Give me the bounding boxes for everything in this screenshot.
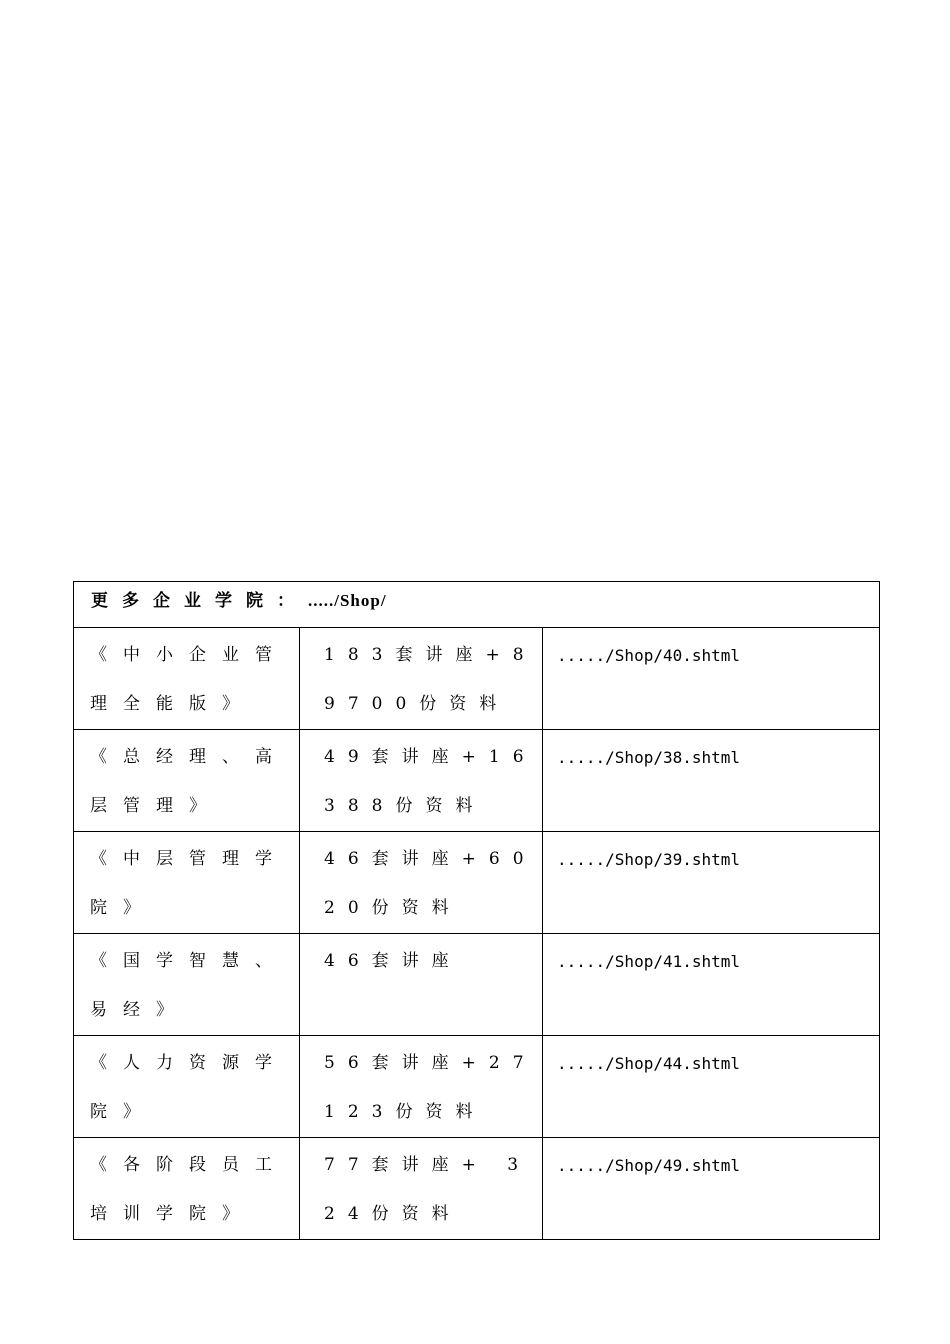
table-row: [74, 1036, 880, 1138]
course-link[interactable]: ...../Shop/40.shtml: [557, 646, 741, 665]
course-count-cell: [300, 832, 543, 934]
table-row: [74, 832, 880, 934]
course-name: 《各阶段员工培训学院》: [90, 1155, 288, 1224]
course-link[interactable]: ...../Shop/41.shtml: [557, 952, 741, 971]
course-name: 《总经理、高层管理》: [90, 747, 288, 816]
course-name: 《国学智慧、易经》: [90, 951, 288, 1020]
course-name-cell: [74, 628, 300, 730]
course-count: 77套讲座+ 324份资料: [324, 1155, 532, 1224]
table-row: [74, 730, 880, 832]
course-count-cell: [300, 1138, 543, 1240]
course-link[interactable]: ...../Shop/39.shtml: [557, 850, 741, 869]
course-link-cell: [543, 730, 880, 832]
course-count: 49套讲座+16388份资料: [324, 747, 537, 816]
table-row: [74, 934, 880, 1036]
course-link-cell: [543, 628, 880, 730]
course-link-cell: [543, 832, 880, 934]
course-link-cell: [543, 1036, 880, 1138]
course-name: 《人力资源学院》: [90, 1053, 288, 1122]
course-name-cell: [74, 1036, 300, 1138]
course-count-cell: [300, 730, 543, 832]
course-name-cell: [74, 832, 300, 934]
course-name: 《中层管理学院》: [90, 849, 288, 918]
course-count-cell: [300, 1036, 543, 1138]
table-row: [74, 1138, 880, 1240]
course-link[interactable]: ...../Shop/49.shtml: [557, 1156, 741, 1175]
course-name-cell: [74, 1138, 300, 1240]
course-link[interactable]: ...../Shop/38.shtml: [557, 748, 741, 767]
course-name-cell: [74, 934, 300, 1036]
header-url[interactable]: ...../Shop/: [308, 591, 387, 610]
table-row: [74, 628, 880, 730]
header-label: 更多企业学院：: [91, 591, 308, 611]
table-header-cell: [74, 582, 880, 628]
course-count: 46套讲座+6020份资料: [324, 849, 537, 918]
course-name-cell: [74, 730, 300, 832]
course-link-cell: [543, 934, 880, 1036]
course-count: 183套讲座+89700份资料: [324, 645, 537, 714]
table-header-row: [74, 582, 880, 628]
academy-catalog-table: [73, 581, 880, 1240]
course-count-cell: [300, 934, 543, 1036]
course-count-cell: [300, 628, 543, 730]
course-count: 56套讲座+27123份资料: [324, 1053, 537, 1122]
course-link[interactable]: ...../Shop/44.shtml: [557, 1054, 741, 1073]
course-link-cell: [543, 1138, 880, 1240]
course-name: 《中小企业管理全能版》: [90, 645, 288, 714]
course-count: 46套讲座: [324, 951, 462, 971]
